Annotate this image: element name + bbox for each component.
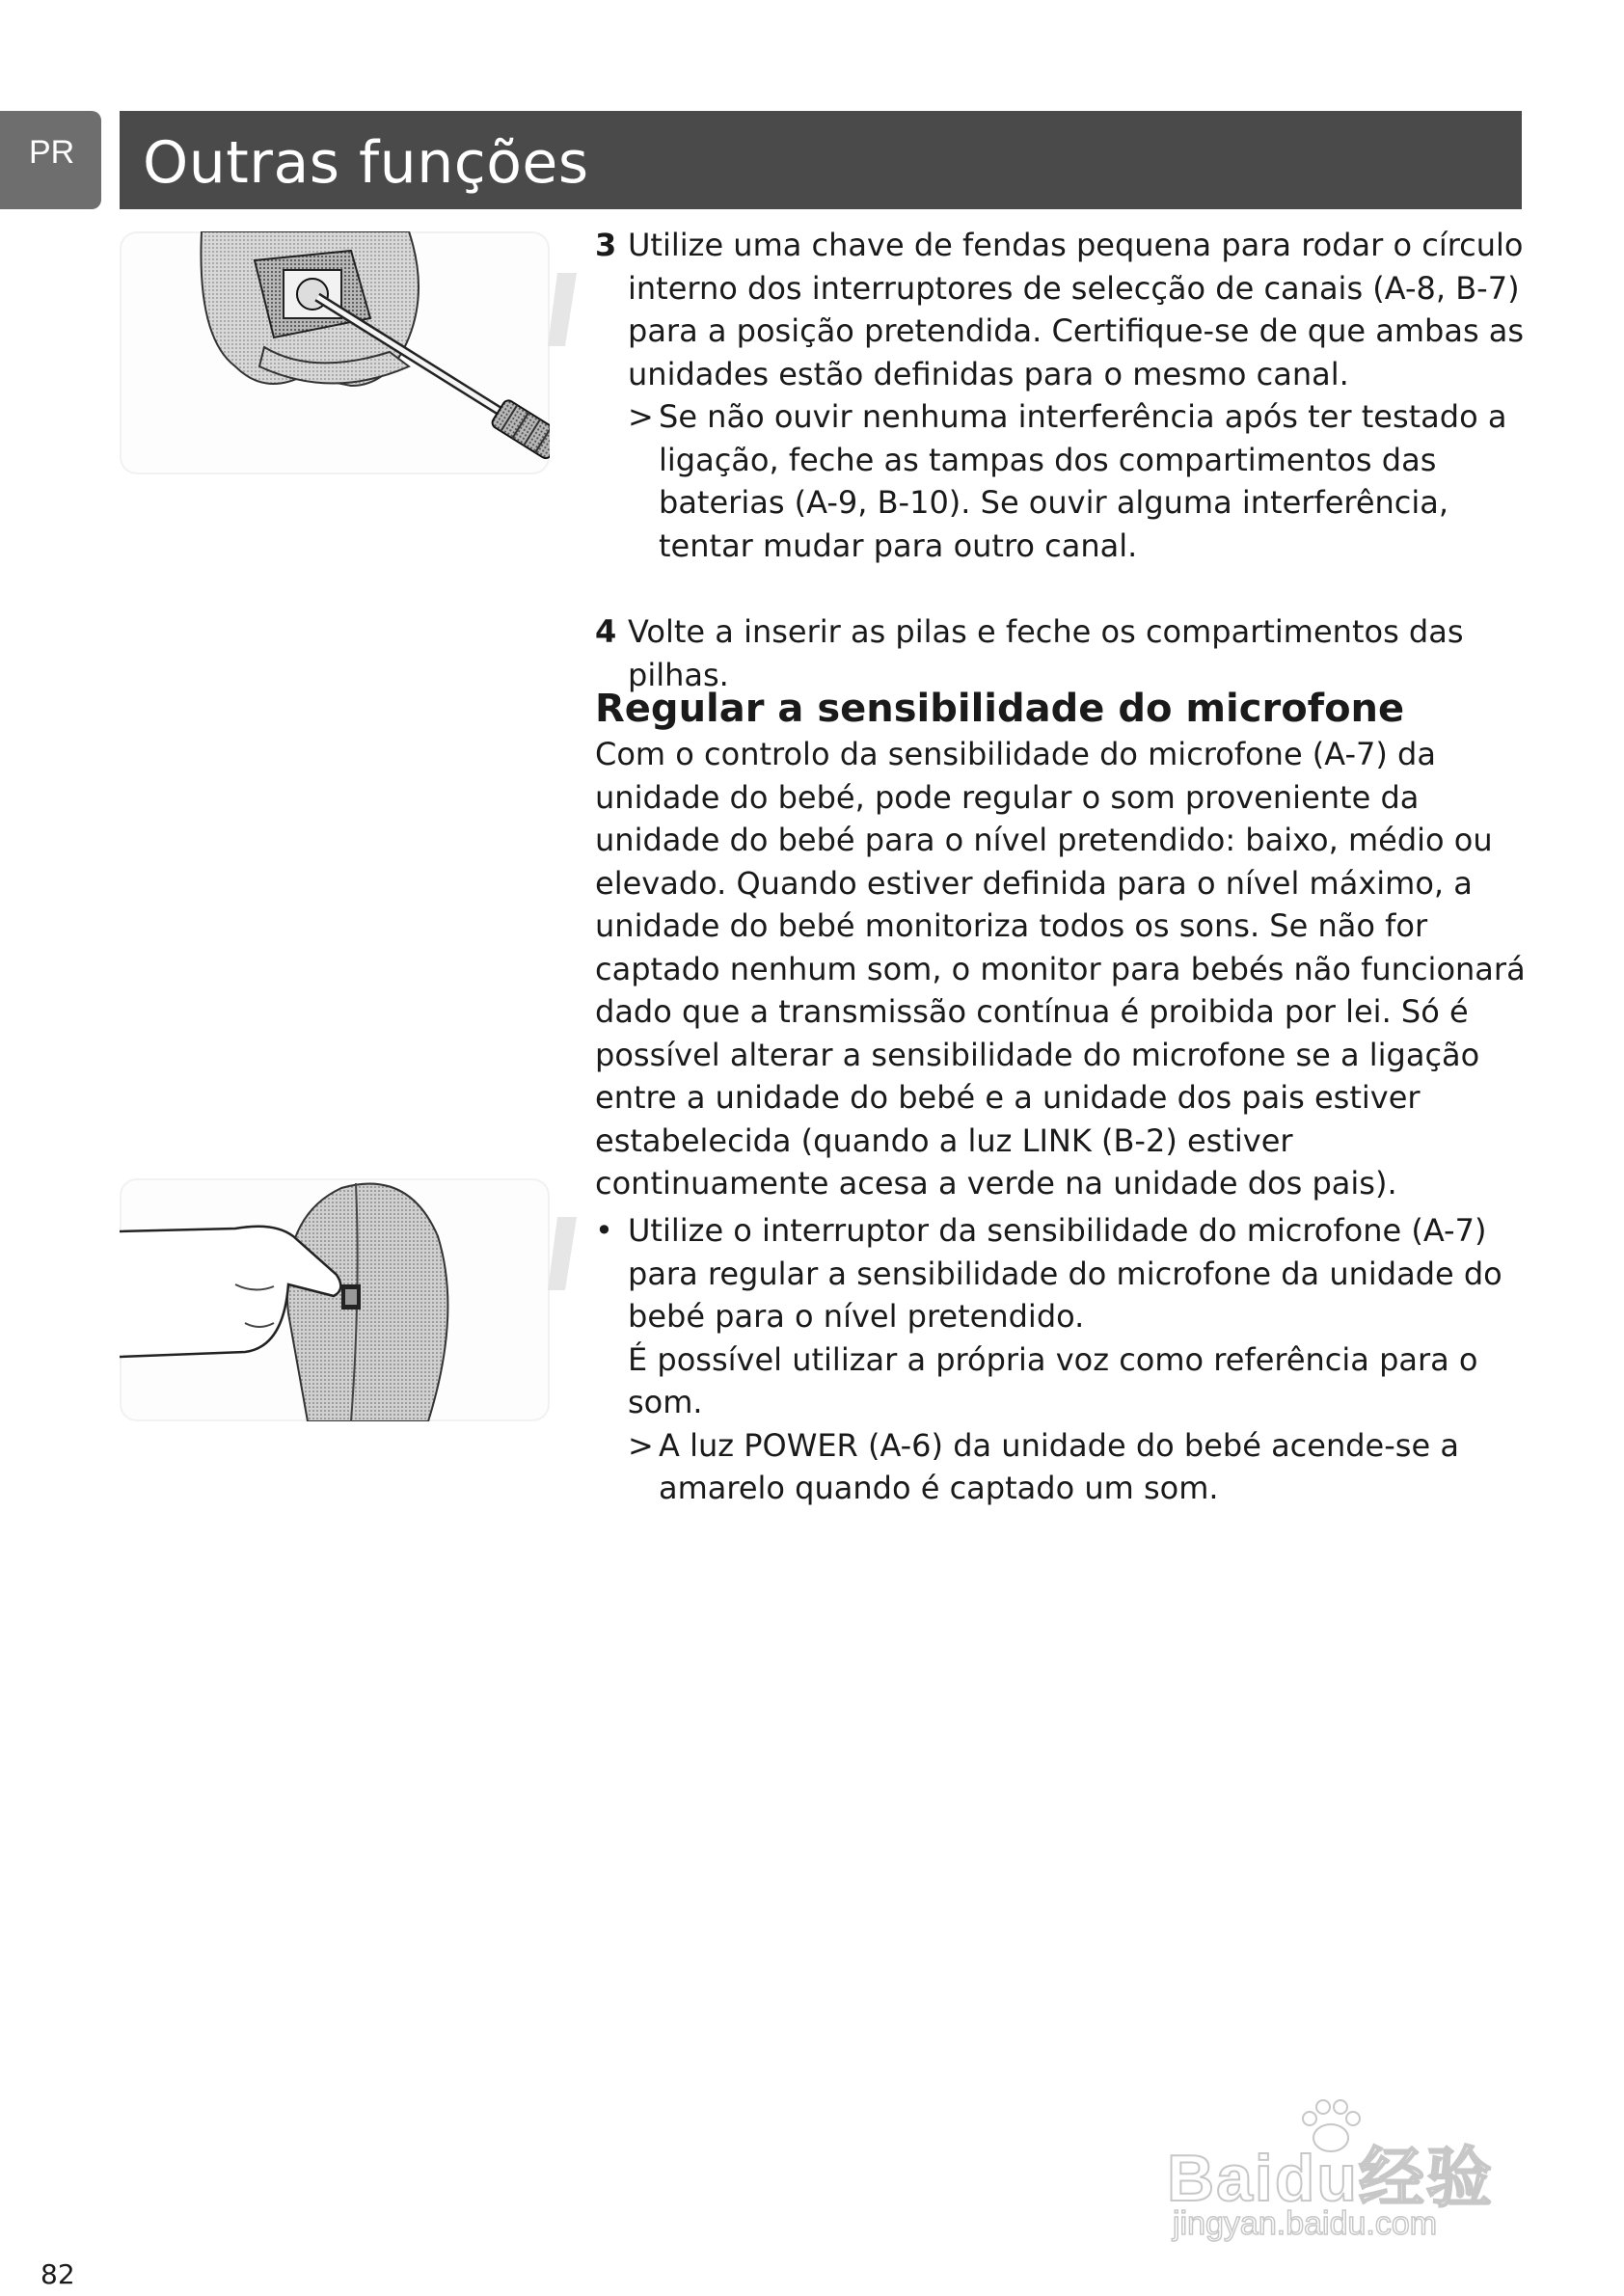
step-number: 3 (595, 227, 617, 263)
bullet-extra: É possível utilizar a própria voz como referência para o som. (628, 1340, 1478, 1420)
step-result (628, 395, 1527, 567)
sensitivity-section (595, 685, 1527, 1205)
watermark (1157, 2097, 1553, 2252)
page-number: 82 (41, 2258, 75, 2290)
step-3 (595, 224, 1527, 567)
screwdriver-icon (120, 231, 550, 474)
step-text: Utilize uma chave de fendas pequena para rodar o círculo interno dos interruptores de selecção de canais (A-8, B-7) para a posição pretendida. Certifique-se de que ambas as unidades estão definidas para o mesmo canal. (628, 227, 1525, 392)
result-text: A luz POWER (A-6) da unidade do bebé acende-se a amarelo quando é captado um som. (659, 1426, 1459, 1506)
section-paragraph: Com o controlo da sensibilidade do microfone (A-7) da unidade do bebé, pode regular o som proveniente da unidade do bebé para o nível pretendido: baixo, médio ou elevado. Quando estiver definida para o nível máximo, a unidade do bebé monitoriza todos os sons. Se não for captado nenhum som, o monitor para bebés não funcionará dado que a transmissão contínua é proibida por lei. Só é possível alterar a sensibilidade do microfone se a ligação entre a unidade do bebé e a unidade dos pais estiver estabelecida (quando a luz LINK (B-2) estiver continuamente acesa a verde na unidade dos pais). (595, 736, 1526, 1202)
result-marker: > (628, 398, 654, 435)
bullet-instruction (595, 1209, 1527, 1510)
figure-pointer-icon (548, 273, 577, 346)
watermark-url: jingyan.baidu.com (1173, 2205, 1438, 2242)
bullet-result (628, 1424, 1527, 1510)
bullet-text: Utilize o interruptor da sensibilidade do microfone (A-7) para regular a sensibilidade do microfone da unidade do bebé para o nível pretendido. (628, 1212, 1502, 1335)
language-tab: PR (0, 111, 101, 209)
page-title: Outras funções (120, 111, 1522, 209)
bullet-marker: • (595, 1212, 613, 1249)
step-4 (595, 610, 1527, 696)
figure-pointer-icon-2 (548, 1217, 577, 1290)
step-number: 4 (595, 613, 617, 650)
finger-press-icon (120, 1178, 550, 1421)
watermark-brand: Baidu经验 (1167, 2142, 1494, 2215)
section-heading: Regular a sensibilidade do microfone (595, 687, 1405, 731)
step-text: Volte a inserir as pilas e feche os compartimentos das pilhas. (628, 613, 1464, 693)
result-text: Se não ouvir nenhuma interferência após ter testado a ligação, feche as tampas dos compartimentos das baterias (A-9, B-10). Se ouvir alguma interferência, tentar mudar para outro canal. (659, 398, 1507, 564)
channel-switch-illustration (120, 231, 550, 474)
microphone-switch-illustration (120, 1178, 550, 1421)
result-marker: > (628, 1426, 654, 1464)
